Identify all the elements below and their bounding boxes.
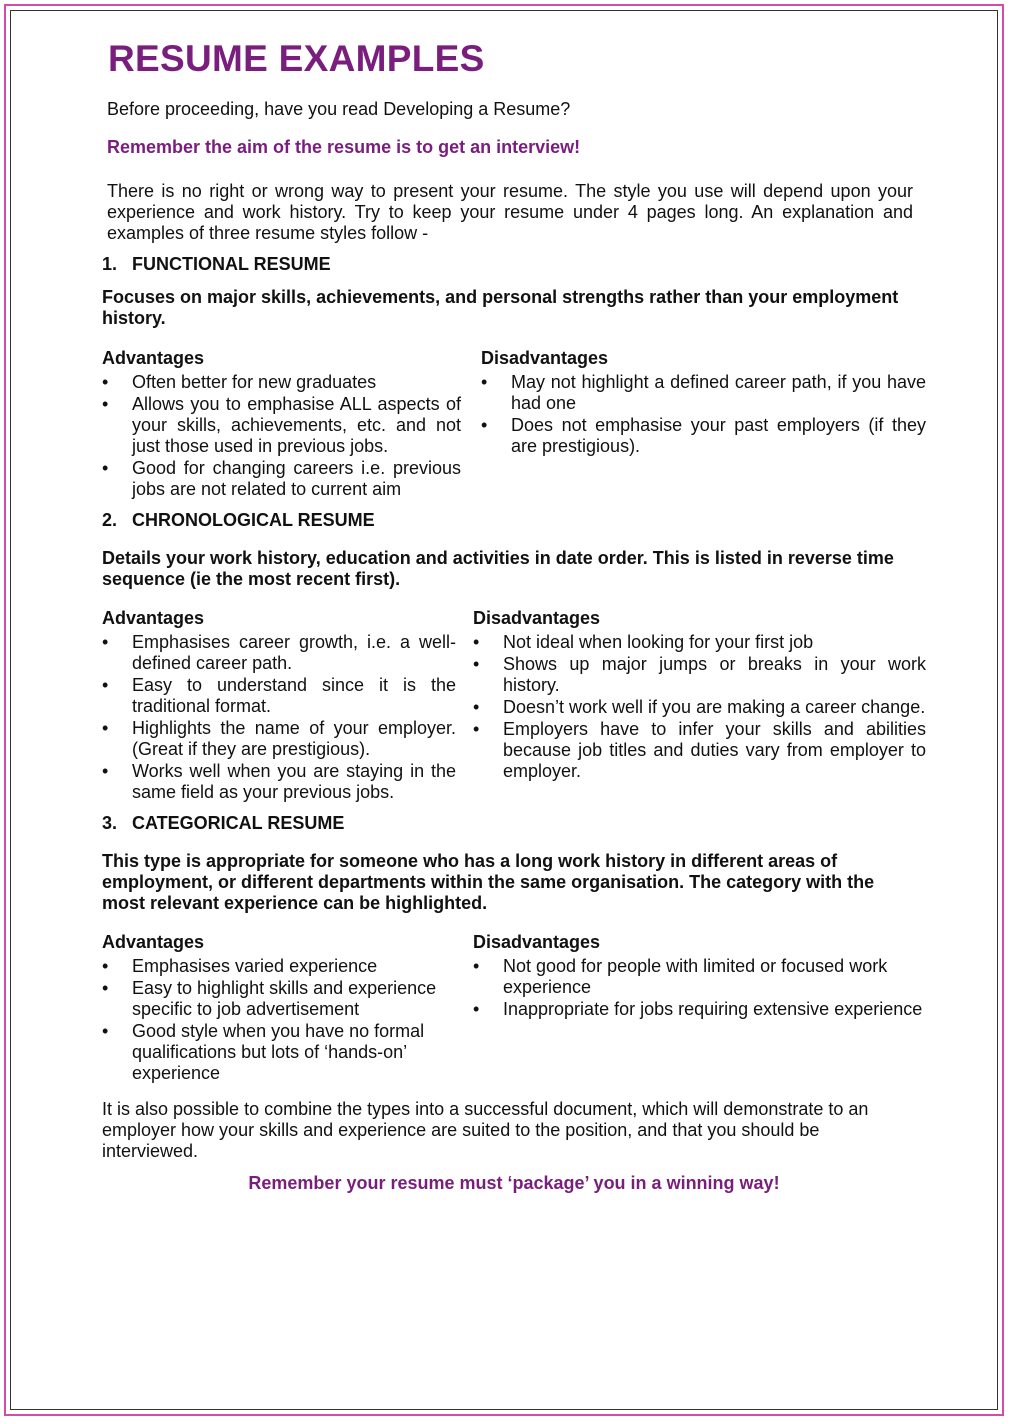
section-number: 2.: [102, 510, 118, 530]
disadvantages-column: [473, 932, 926, 1085]
disadvantages-column: [481, 348, 926, 501]
closing-reminder: Remember your resume must ‘package’ you in a winning way!: [248, 1173, 780, 1193]
advantage-item: • Easy to highlight skills and experience specific to job advertisement: [102, 978, 456, 1020]
disadvantages-heading: Disadvantages: [473, 608, 601, 628]
disadvantage-item: • Doesn’t work well if you are making a career change.: [473, 697, 926, 718]
section-title: FUNCTIONAL RESUME: [132, 254, 331, 274]
advantages-heading: Advantages: [102, 348, 205, 368]
section-summary-functional: Focuses on major skills, achievements, and personal strengths rather than your employment history.: [102, 287, 899, 328]
disadvantage-item: • Employers have to infer your skills and abilities because job titles and duties vary from employer to employer.: [473, 719, 926, 782]
section-heading-functional: [102, 254, 926, 275]
intro-paragraph: There is no right or wrong way to present your resume. The style you use will depend upon your experience and work history. Try to keep your resume under 4 pages long. An explanation and examples of three resume styles follow -: [107, 181, 913, 243]
advantage-item: • Highlights the name of your employer. (Great if they are prestigious).: [102, 718, 456, 760]
advantage-item: • Good for changing careers i.e. previous jobs are not related to current aim: [102, 458, 461, 500]
advantages-heading: Advantages: [102, 608, 205, 628]
intro-question: Before proceeding, have you read Developing a Resume?: [107, 99, 571, 119]
advantage-item: • Works well when you are staying in the same field as your previous jobs.: [102, 761, 456, 803]
section-number: 3.: [102, 813, 118, 833]
advantage-item: • Allows you to emphasise ALL aspects of your skills, achievements, etc. and not just those used in previous jobs.: [102, 394, 461, 457]
advantage-item: • Good style when you have no formal qualifications but lots of ‘hands-on’ experience: [102, 1021, 456, 1084]
disadvantage-item: • Does not emphasise your past employers (if they are prestigious).: [481, 415, 926, 457]
advantages-column: [102, 608, 456, 804]
advantages-heading: Advantages: [102, 932, 205, 952]
document-page: [102, 38, 926, 1194]
disadvantage-item: • Not good for people with limited or focused work experience: [473, 956, 926, 998]
disadvantages-heading: Disadvantages: [481, 348, 609, 368]
section-heading-chronological: [102, 510, 926, 531]
pros-cons-functional: [102, 348, 926, 501]
disadvantages-column: [473, 608, 926, 804]
disadvantage-item: • Inappropriate for jobs requiring extensive experience: [473, 999, 926, 1020]
intro-reminder: Remember the aim of the resume is to get an interview!: [107, 137, 581, 157]
section-summary-categorical: This type is appropriate for someone who has a long work history in different areas of employment, or different departments within the same organisation. The category with the most relevant experience can be highlighted.: [102, 851, 875, 913]
section-title: CATEGORICAL RESUME: [132, 813, 345, 833]
section-heading-categorical: [102, 813, 926, 834]
pros-cons-chronological: [102, 608, 926, 804]
conclusion-paragraph: It is also possible to combine the types into a successful document, which will demonstrate to an employer how your skills and experience are suited to the position, and that you should be interviewed.: [102, 1099, 869, 1161]
section-number: 1.: [102, 254, 118, 274]
advantage-item: • Emphasises career growth, i.e. a well-defined career path.: [102, 632, 456, 674]
disadvantage-item: • Not ideal when looking for your first job: [473, 632, 926, 653]
advantages-column: [102, 348, 461, 501]
advantage-item: • Easy to understand since it is the traditional format.: [102, 675, 456, 717]
section-title: CHRONOLOGICAL RESUME: [132, 510, 375, 530]
advantage-item: • Emphasises varied experience: [102, 956, 456, 977]
pros-cons-categorical: [102, 932, 926, 1085]
disadvantage-item: • May not highlight a defined career path, if you have had one: [481, 372, 926, 414]
disadvantage-item: • Shows up major jumps or breaks in your work history.: [473, 654, 926, 696]
section-summary-chronological: Details your work history, education and activities in date order. This is listed in reverse time sequence (ie the most recent first).: [102, 548, 894, 589]
advantages-column: [102, 932, 456, 1085]
disadvantages-heading: Disadvantages: [473, 932, 601, 952]
advantage-item: • Often better for new graduates: [102, 372, 461, 393]
page-title: RESUME EXAMPLES: [108, 38, 485, 79]
